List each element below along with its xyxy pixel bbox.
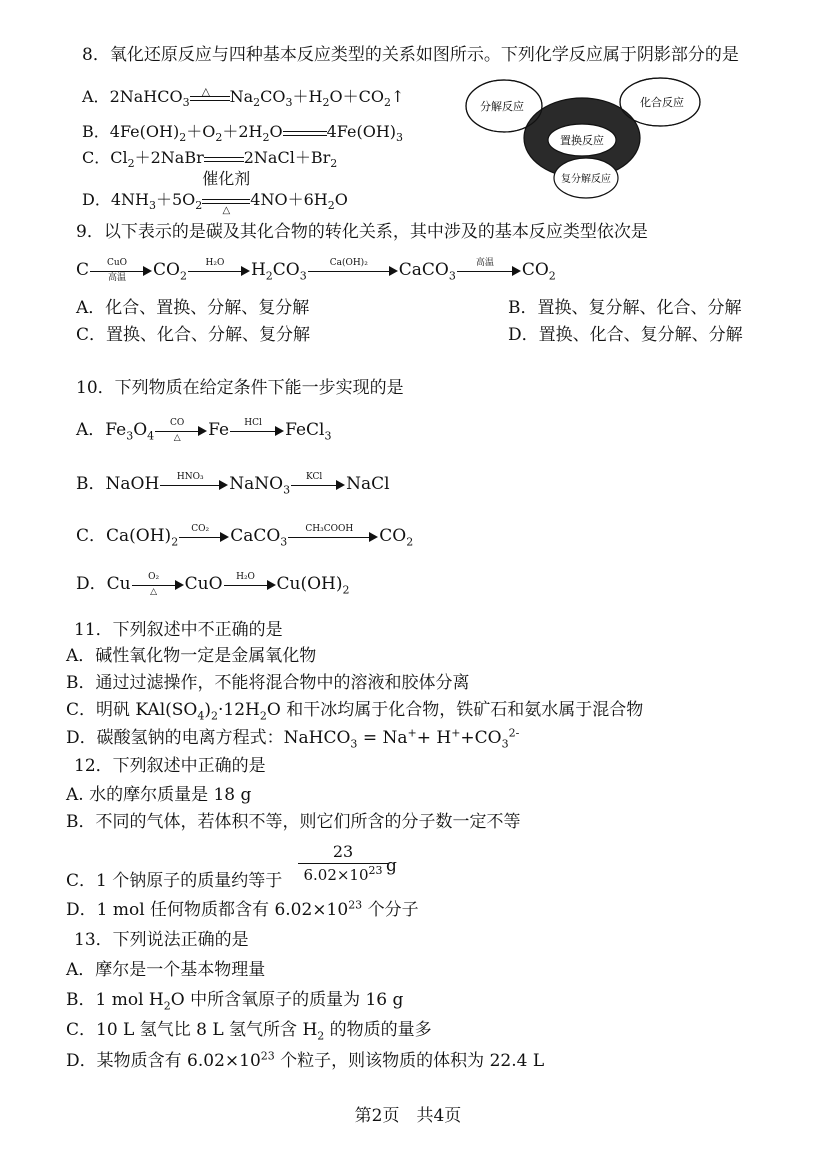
- q9-conversion-chain: C CuO 高温 $CO_2$ H₂O $H_2CO_3$ Ca(OH)₂ CaCO$_3$ 高温 $CO_2$: [76, 257, 556, 283]
- q11-option-d: D．碳酸氢钠的电离方程式：NaHCO$_3$ = $Na^++ H^++CO_3^{2-}$: [66, 726, 520, 751]
- q8-option-b: B．$4Fe(OH)_2+O_2+2H_2O$ $4Fe(OH)_3$: [82, 122, 404, 145]
- venn-label-decomposition: 分解反应: [480, 100, 524, 113]
- q12-mass-fraction: 23 $6.02\times 10^{23}$: [298, 842, 388, 884]
- q12-stem: 12．下列叙述中正确的是: [74, 756, 266, 776]
- q10-option-a: A．$Fe_3O_4$ CO △ Fe HCl FeCl$_3$: [76, 417, 332, 443]
- q12-option-d: D．1 mol 任何物质都含有 $6.02\times 10^{23}$ 个分子: [66, 898, 419, 920]
- q9-stem: 9．以下表示的是碳及其化合物的转化关系，其中涉及的基本反应类型依次是: [76, 222, 648, 242]
- q13-option-a: A．摩尔是一个基本物理量: [66, 960, 266, 980]
- q9-option-b: B．置换、复分解、化合、分解: [508, 298, 742, 318]
- q8-option-c: C．$Cl_2+2NaBr$ $2NaCl+Br_2$: [82, 148, 338, 171]
- q11-stem: 11．下列叙述中不正确的是: [74, 620, 283, 640]
- arrow: H₂O: [224, 575, 276, 595]
- arrow: O₂ △: [132, 575, 184, 595]
- q11-option-b: B．通过过滤操作，不能将混合物中的溶液和胶体分离: [66, 673, 470, 693]
- page-number-footer: 第2页 共4页: [354, 1106, 462, 1126]
- q10-stem: 10．下列物质在给定条件下能一步实现的是: [76, 378, 404, 398]
- venn-label-combination: 化合反应: [640, 96, 684, 109]
- q12-option-c: C．1 个钠原子的质量约等于: [66, 871, 283, 891]
- arrow: Ca(OH)₂: [308, 261, 398, 281]
- q12-option-a: A. 水的摩尔质量是 18 g: [66, 785, 252, 805]
- q9-option-d: D．置换、化合、复分解、分解: [508, 325, 743, 345]
- q11-option-c: C．明矾 $KAl(SO_4)_2\cdot 12H_2O$ 和干冰均属于化合物，铁矿石和氨水属于混合物: [66, 700, 644, 723]
- q9-option-a: A．化合、置换、分解、复分解: [76, 298, 310, 318]
- q13-option-d: D．某物质含有 $6.02\times 10^{23}$ 个粒子，则该物质的体积为 22.4 L: [66, 1049, 545, 1071]
- arrow: CuO 高温: [90, 261, 152, 281]
- q12-mass-unit: g: [386, 856, 397, 876]
- arrow: KCl: [291, 475, 345, 495]
- q8-option-a: A．2NaHCO$_3$ △ $Na_2CO_3+H_2O+CO_2↑$: [82, 84, 405, 110]
- q13-option-b: B．1 mol $H_2O$ 中所含氧原子的质量为 16 g: [66, 990, 404, 1013]
- arrow: CO₂: [179, 527, 229, 547]
- arrow: CH₃COOH: [288, 527, 378, 547]
- venn-label-double-displacement: 复分解反应: [561, 174, 611, 185]
- q11-option-a: A．碱性氧化物一定是金属氧化物: [66, 646, 317, 666]
- q10-option-b: B．NaOH HNO₃ NaNO$_3$ KCl NaCl: [76, 471, 390, 497]
- q9-option-c: C．置换、化合、分解、复分解: [76, 325, 311, 345]
- equal-sign: [283, 123, 327, 143]
- equal-sign: [204, 149, 244, 169]
- arrow: HCl: [230, 421, 284, 441]
- equal-sign-heat: △: [190, 88, 230, 108]
- equal-sign-catalyst: 催化剂 △: [202, 168, 251, 216]
- q12-option-b: B．不同的气体，若体积不等，则它们所含的分子数一定不等: [66, 812, 521, 832]
- q8-stem: 8．氧化还原反应与四种基本反应类型的关系如图所示。下列化学反应属于阴影部分的是: [82, 45, 739, 65]
- reaction-type-venn-diagram: [462, 74, 702, 204]
- q10-option-d: D．Cu O₂ △ CuO H₂O $Cu(OH)_2$: [76, 571, 350, 597]
- arrow: HNO₃: [160, 475, 228, 495]
- q13-option-c: C．10 L 氢气比 8 L 氢气所含 $H_2$ 的物质的量多: [66, 1020, 432, 1043]
- q8-option-d: D．$4NH_3+5O_2$ 催化剂 △ $4NO+6H_2O$: [82, 168, 348, 216]
- q10-option-c: C．$Ca(OH)_2$ CO₂ CaCO$_3$ CH₃COOH $CO_2$: [76, 523, 414, 549]
- q13-stem: 13．下列说法正确的是: [74, 930, 249, 950]
- arrow: CO △: [155, 421, 207, 441]
- arrow: 高温: [457, 261, 521, 281]
- venn-label-displacement: 置换反应: [560, 134, 604, 147]
- arrow: H₂O: [188, 261, 250, 281]
